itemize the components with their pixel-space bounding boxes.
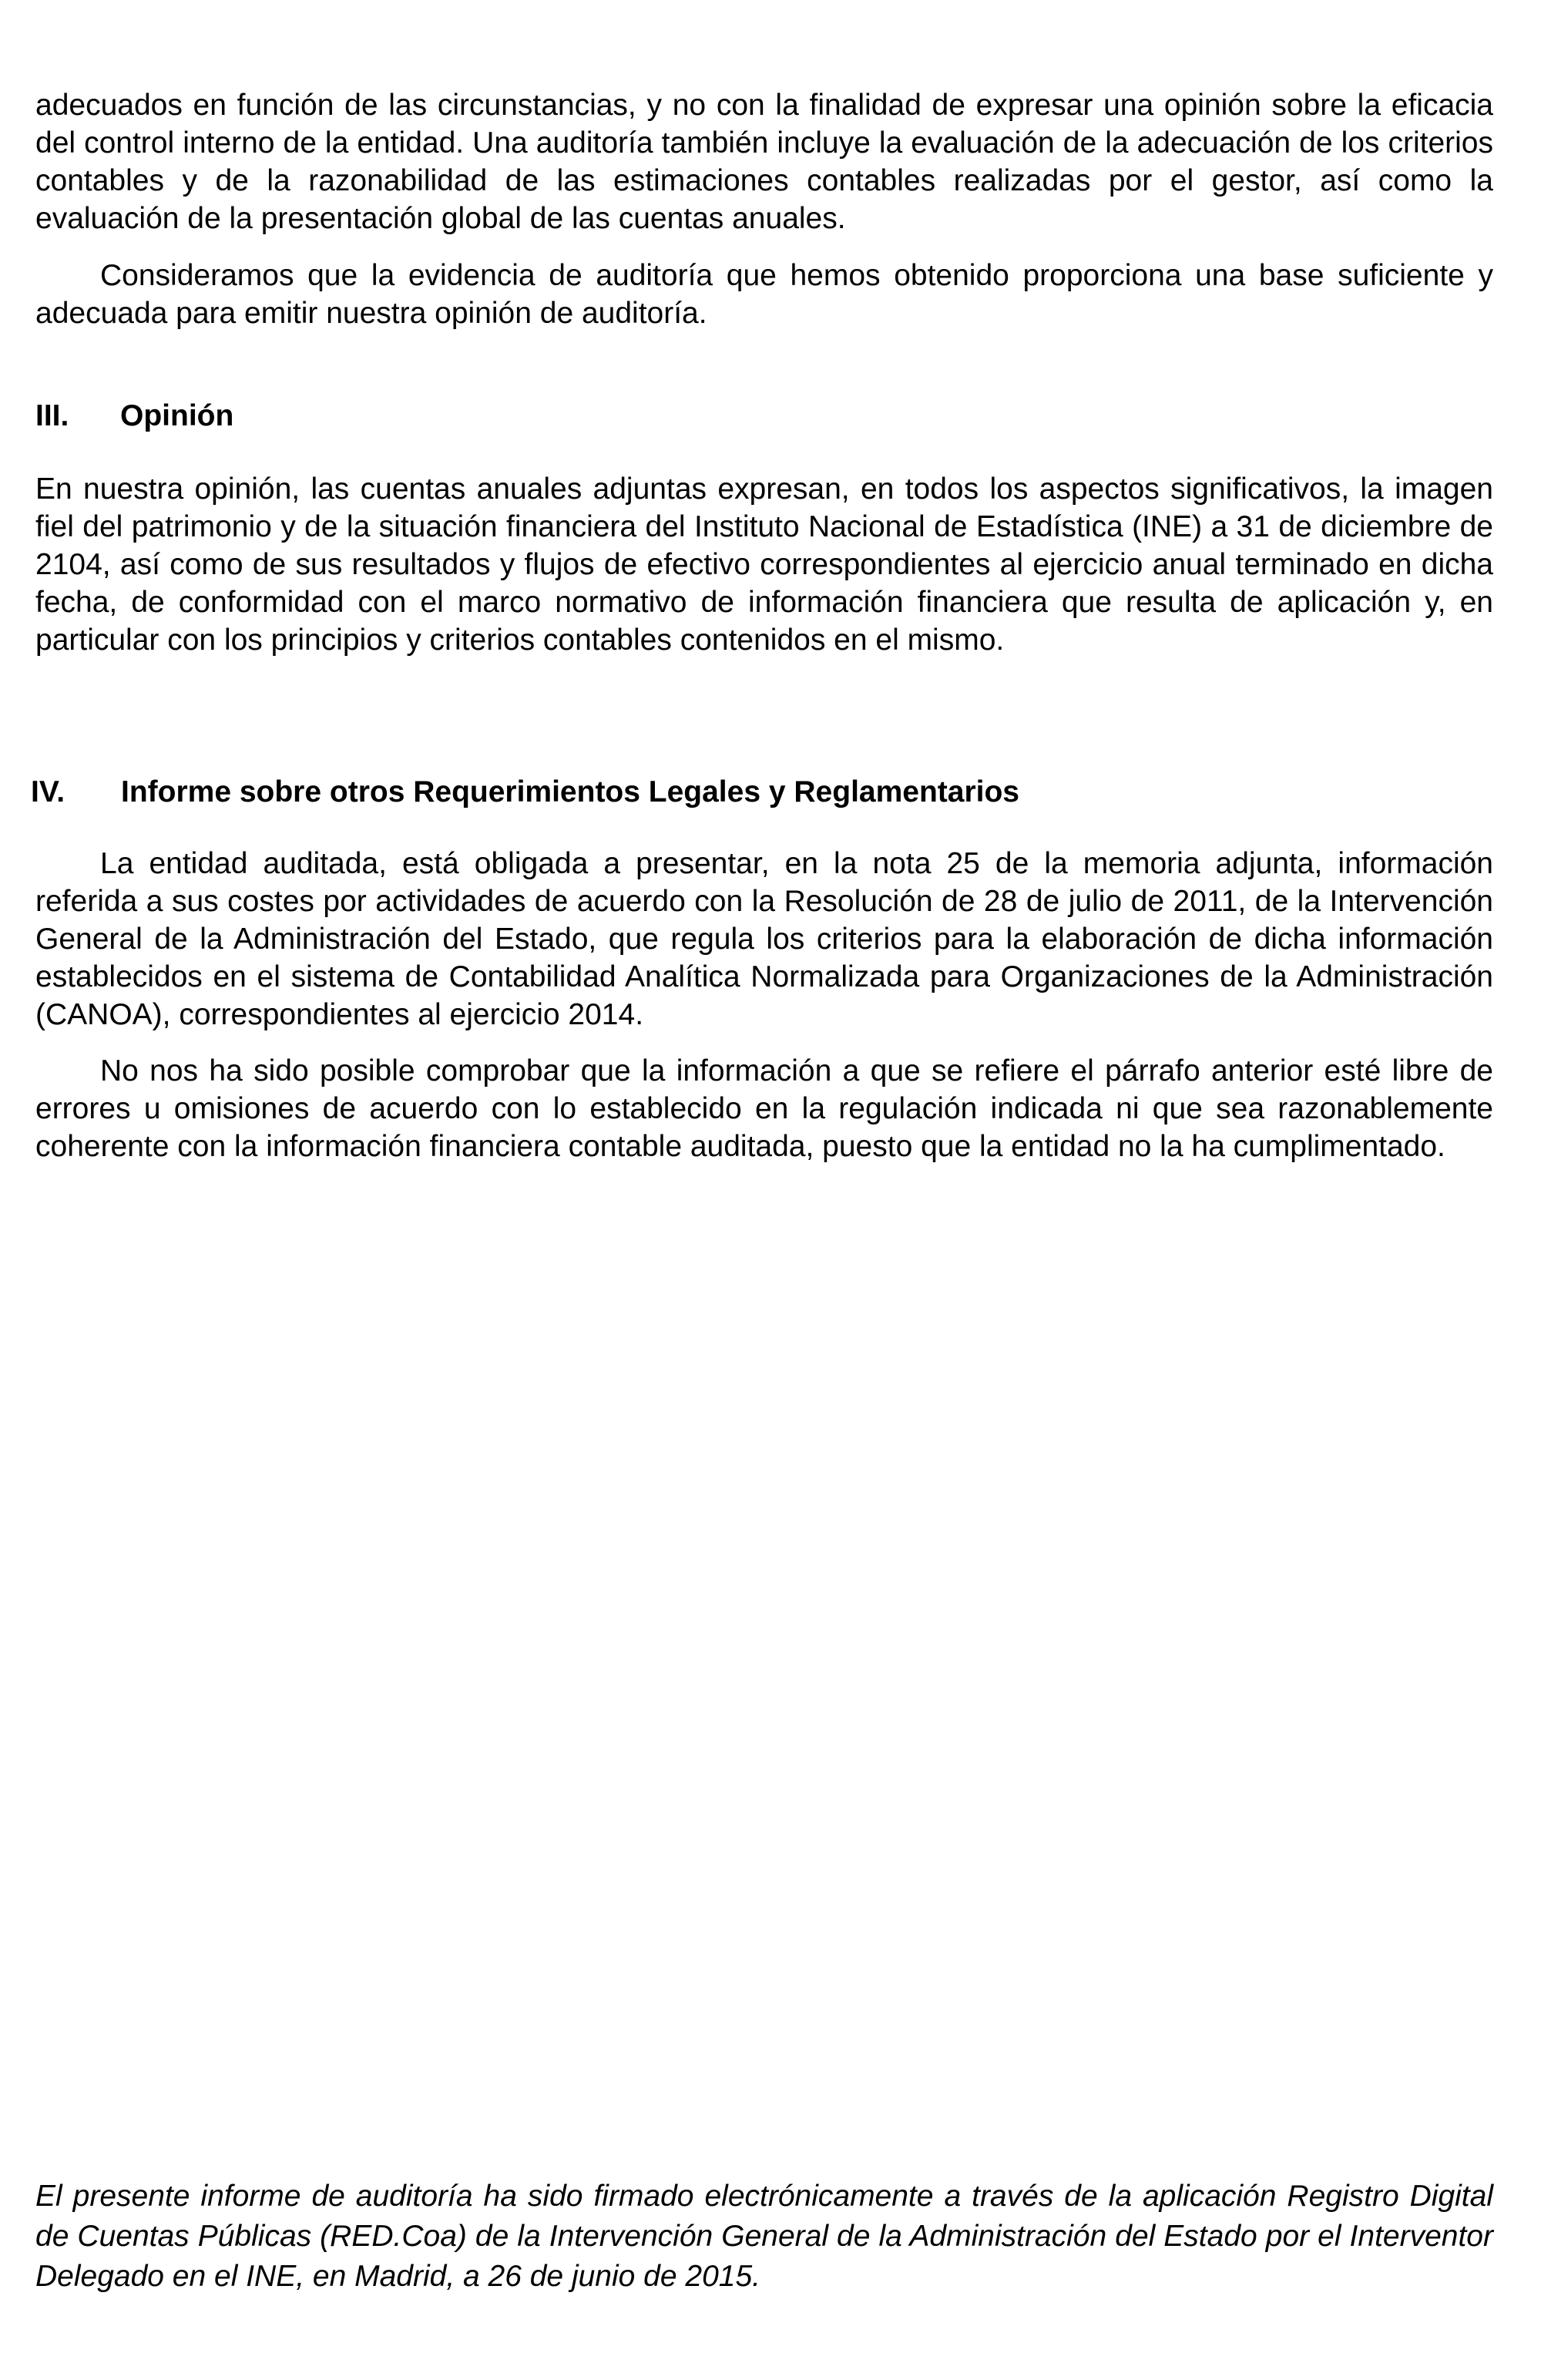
section-heading-opinion [35, 397, 233, 435]
paragraph-legal-1: La entidad auditada, está obligada a presentar, en la nota 25 de la memoria adjunta, información referida a sus costes por actividades de acuerdo con la Resolución de 28 de julio de 2011, de la Intervención General de la Administración del Estado, que regula los criterios para la elaboración de dicha información establecidos en el sistema de Contabilidad Analítica Normalizada para Organizaciones de la Administración (CANOA), correspondientes al ejercicio 2014. [35, 847, 1493, 1031]
paragraph-opinion: En nuestra opinión, las cuentas anuales adjuntas expresan, en todos los aspectos significativos, la imagen fiel del patrimonio y de la situación financiera del Instituto Nacional de Estadística (INE) a 31 de diciembre de 2104, así como de sus resultados y flujos de efectivo correspondientes al ejercicio anual terminado en dicha fecha, de conformidad con el marco normativo de información financiera que resulta de aplicación y, en particular con los principios y criterios contables contenidos en el mismo. [35, 472, 1493, 657]
section-number: IV. [31, 775, 65, 808]
section-heading-legal [31, 773, 1019, 811]
section-title: Opinión [120, 399, 234, 432]
footer-signature-note: El presente informe de auditoría ha sido firmado electrónicamente a través de la aplicación Registro Digital de Cuentas Públicas (RED.Coa) de la Intervención General de la Administración del Estado por el Interventor Delegado en el INE, en Madrid, a 26 de junio de 2015. [35, 2180, 1493, 2293]
paragraph-legal-2: No nos ha sido posible comprobar que la información a que se refiere el párrafo anterior esté libre de errores u omisiones de acuerdo con lo establecido en la regulación indicada ni que sea razonablemente coherente con la información financiera contable auditada, puesto que la entidad no la ha cumplimentado. [35, 1054, 1493, 1163]
paragraph-evidence: Consideramos que la evidencia de auditoría que hemos obtenido proporciona una base suficiente y adecuada para emitir nuestra opinión de auditoría. [35, 259, 1493, 330]
section-number: III. [35, 399, 69, 432]
section-title: Informe sobre otros Requerimientos Legales y Reglamentarios [121, 775, 1019, 808]
paragraph-continuation: adecuados en función de las circunstancias, y no con la finalidad de expresar una opinión sobre la eficacia del control interno de la entidad. Una auditoría también incluye la evaluación de la adecuación de los criterios contables y de la razonabilidad de las estimaciones contables realizadas por el gestor, así como la evaluación de la presentación global de las cuentas anuales. [35, 89, 1493, 235]
